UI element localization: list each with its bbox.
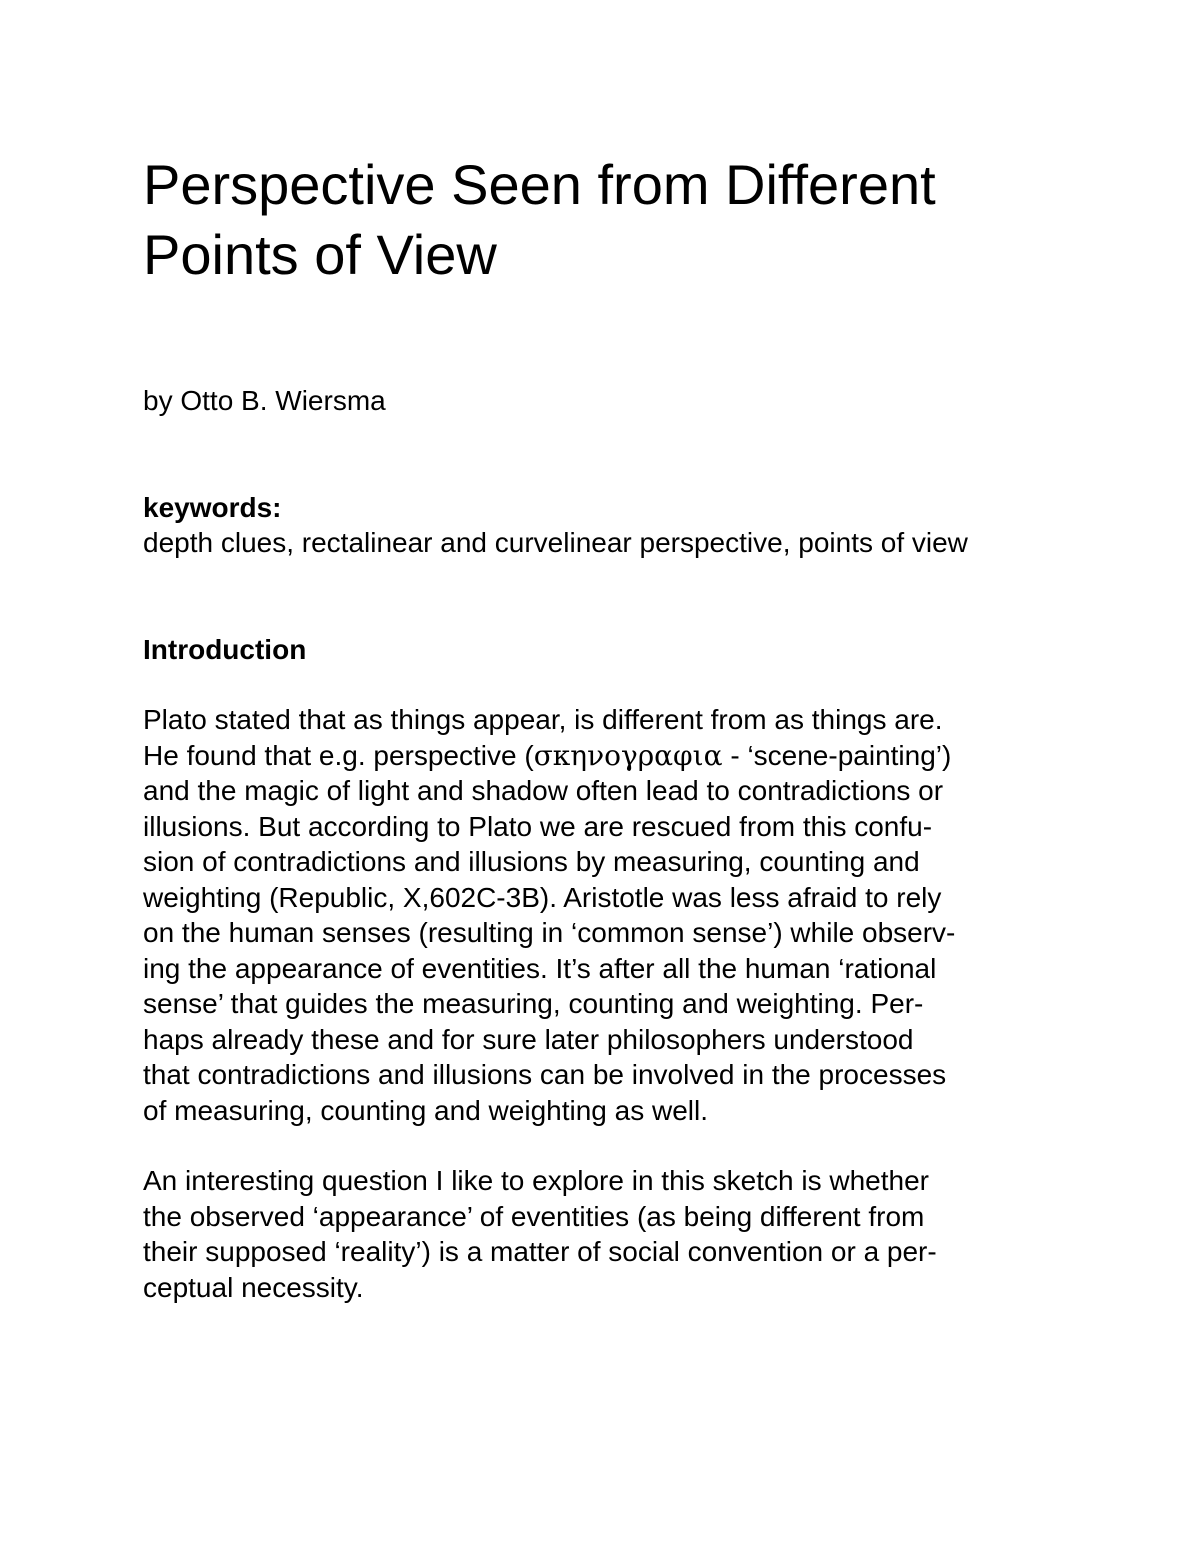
title-line-2: Points of View	[143, 223, 497, 286]
introduction-paragraph-2: An interesting question I like to explore in this sketch is whether the observed ‘appearance’ of eventities (as being different from their supposed ‘reality’) is a matter of social convention or a per- ceptual necessity.	[143, 1165, 937, 1303]
title-line-1: Perspective Seen from Different	[143, 153, 936, 216]
paragraph-1-text-start: Plato stated that as things appear, is different from as things are. He found that e.g. perspective (	[143, 704, 943, 771]
document-page	[143, 150, 1058, 1305]
keywords-heading: keywords:	[143, 492, 282, 523]
introduction-paragraph-1	[143, 702, 1058, 1128]
introduction-heading: Introduction	[143, 634, 307, 665]
paragraph-1-text-end: - ‘scene-painting’) and the magic of light and shadow often lead to contradictions or illusions. But according to Plato we are rescued from this confu- sion of contradictions and illusions by measuring, counting and weighting (Republic, X,602C-3B). Aristotle was less afraid to rely on the human senses (resulting in ‘common sense’) while observ- ing the appearance of eventities. It’s after all the human ‘rational sense’ that guides the measuring, counting and weighting. Per- haps already these and for sure later philosophers understood that contradictions and illusions can be involved in the processes of measuring, counting and weighting as well.	[143, 739, 956, 1126]
author-line: by Otto B. Wiersma	[143, 385, 386, 416]
keywords-text: depth clues, rectalinear and curvelinear perspective, points of view	[143, 527, 968, 558]
document-title	[143, 150, 1058, 290]
greek-term: σκηνογραφια	[533, 738, 723, 772]
